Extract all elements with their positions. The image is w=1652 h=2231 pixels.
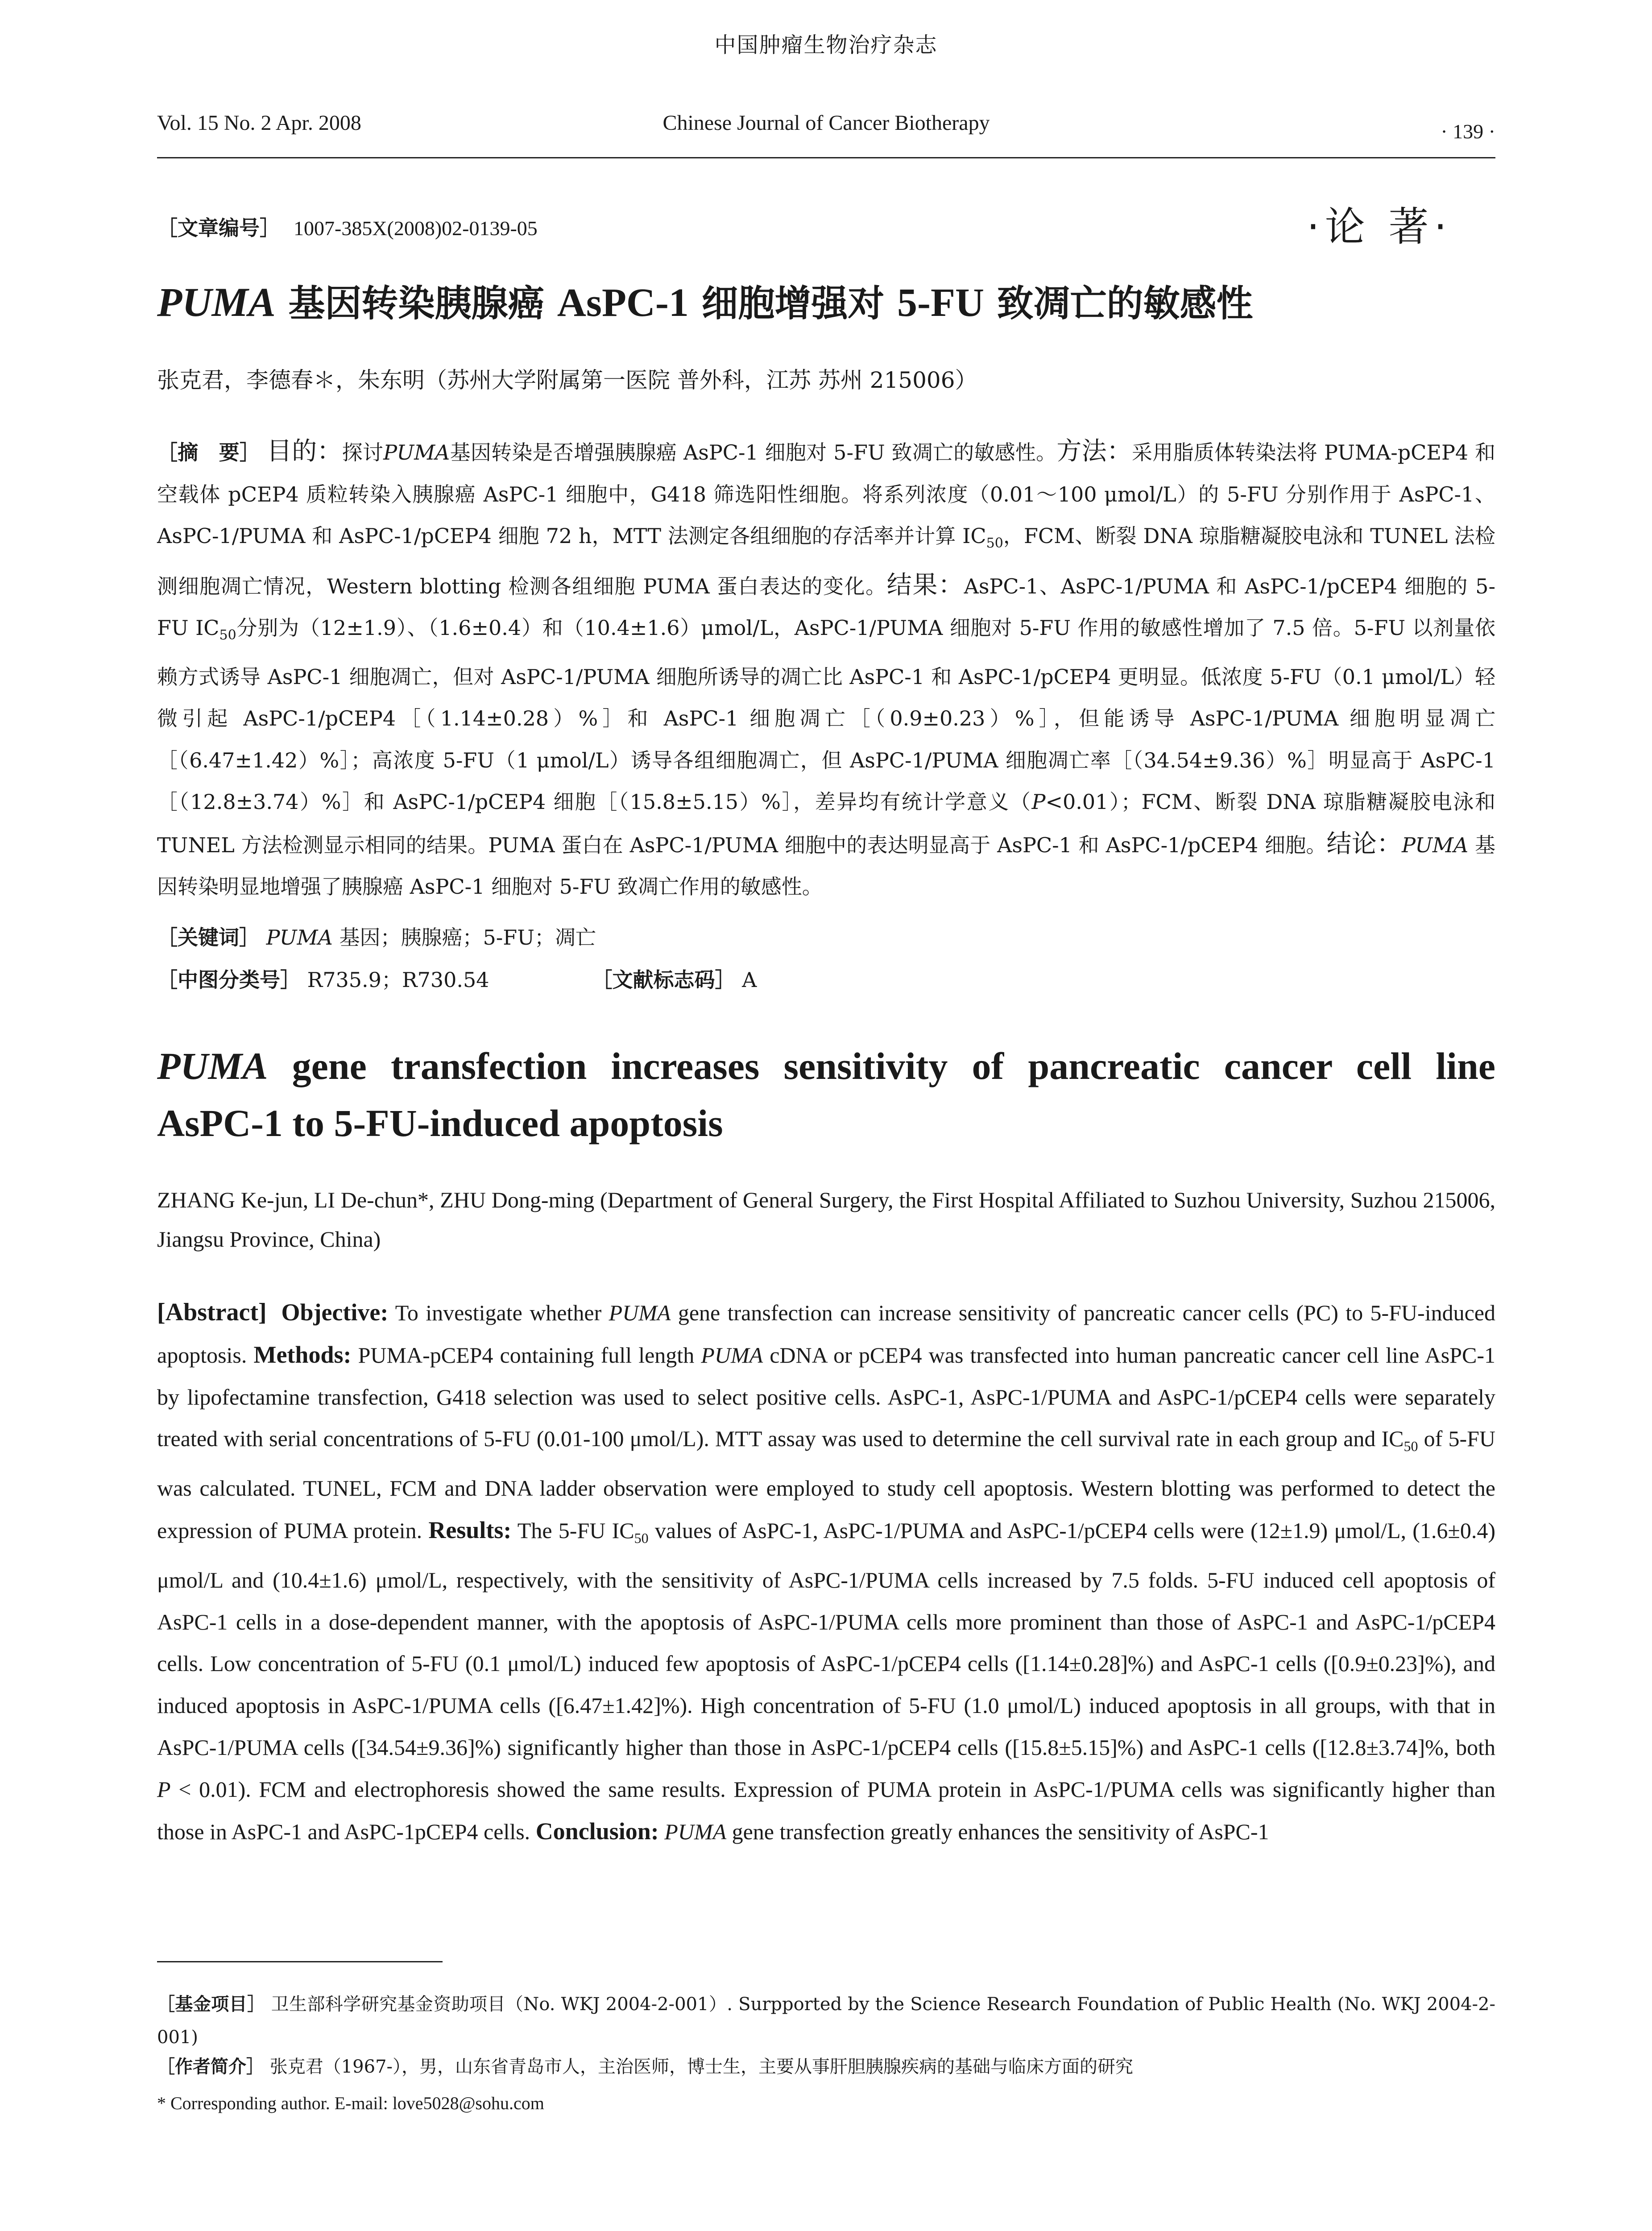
keywords-cn [157, 921, 596, 951]
abstract-en-text: gene transfection greatly enhances the sensitivity of AsPC-1 [726, 1819, 1269, 1844]
abstract-en-results-label: Results: [428, 1516, 512, 1543]
abstract-en-label: [Abstract] [157, 1298, 267, 1326]
article-number-label: ［文章编号］ [157, 216, 280, 240]
page-number: · 139 · [1441, 120, 1495, 143]
authors-en: ZHANG Ke-jun, LI De-chun*, ZHU Dong-ming (Department of General Surgery, the First Hospital Affiliated to Suzhou University, Suzhou 215006, Jiangsu Province, China) [157, 1187, 1495, 1252]
abstract-en-text: The 5-FU IC [511, 1518, 634, 1543]
abstract-cn-text: 分别为（12±1.9）、（1.6±0.4）和（10.4±1.6）μmol/L，AsPC-1/PUMA 细胞对 5-FU 作用的敏感性增加了 7.5 倍。5-FU 以剂量依赖方式诱导 AsPC-1 细胞凋亡，但对 AsPC-1/PUMA 细胞所诱导的凋亡比 AsPC-1 和 AsPC-1/pCEP4 更明显。低浓度 5-FU（0.1 μmol/L）轻微引起 AsPC-1/pCEP4［（1.14±0.28）%］和 AsPC-1 细胞凋亡［（0.9±0.23）%］，但能诱导 AsPC-1/PUMA 细胞明显凋亡［（6.47±1.42）%］；高浓度 5-FU（1 μmol/L）诱导各组细胞凋亡，但 AsPC-1/PUMA 细胞凋亡率［（34.54±9.36）%］明显高于 AsPC-1［（12.8±3.74）%］和 AsPC-1/pCEP4 细胞［（15.8±5.15）%］，差异均有统计学意义（ [157, 616, 1495, 814]
abstract-en-objective-label: Objective: [281, 1299, 389, 1326]
abstract-cn-text: 探讨 [342, 440, 384, 464]
running-header-journal-en: Chinese Journal of Cancer Biotherapy [662, 111, 990, 135]
abstract-cn-text: 基因转染明显地增强了胰腺癌 AsPC-1 细胞对 5-FU 致凋亡作用的敏感性。 [157, 833, 1496, 899]
title-cn-gene: PUMA [157, 279, 276, 325]
abstract-cn-objective-label: 目的： [267, 437, 342, 466]
abstract-cn-gene: PUMA [383, 440, 450, 464]
article-number-value: 1007-385X(2008)02-0139-05 [294, 217, 538, 240]
abstract-cn-subscript: 50 [986, 535, 1003, 552]
abstract-cn-results-label: 结果： [886, 570, 964, 600]
classification [157, 964, 757, 993]
keywords-cn-label: ［关键词］ [157, 925, 260, 950]
title-cn-part1: 基因转染胰腺癌 [275, 282, 557, 325]
funding-note [157, 1988, 1495, 2054]
abstract-en-gene: PUMA [664, 1819, 727, 1844]
abstract-en-subscript: 50 [634, 1530, 649, 1546]
title-cn-part3: 致凋亡的敏感性 [984, 282, 1253, 325]
running-header-journal-cn: 中国肿瘤生物治疗杂志 [714, 33, 938, 58]
abstract-en-gene: PUMA [609, 1300, 671, 1325]
abstract-en-p-symbol: P [157, 1776, 171, 1802]
abstract-cn-p-symbol: P [1031, 790, 1046, 814]
abstract-en-gene: PUMA [701, 1342, 763, 1368]
header-rule [157, 157, 1495, 158]
article-number [157, 212, 538, 241]
title-cn [157, 274, 1495, 327]
abstract-cn-conclusion-label: 结论： [1326, 829, 1402, 858]
volume-info: Vol. 15 No. 2 Apr. 2008 [157, 111, 361, 135]
abstract-en-text: < 0.01). FCM and electrophoresis showed the same results. Expression of PUMA protein in AsPC-1/PUMA cells was significantly higher than those in AsPC-1 and AsPC-1pCEP4 cells. [157, 1776, 1495, 1844]
abstract-en-subscript: 50 [1404, 1438, 1418, 1455]
funding-label: ［基金项目］ [157, 1994, 265, 2015]
abstract-cn-text: 基因转染是否增强胰腺癌 AsPC-1 细胞对 5-FU 致凋亡的敏感性。 [450, 440, 1057, 464]
title-cn-part2: 细胞增强对 [688, 282, 897, 325]
author-bio-text: 张克君（1967-），男，山东省青岛市人，主治医师，博士生，主要从事肝胆胰腺疾病的基础与临床方面的研究 [269, 2057, 1134, 2077]
abstract-cn-label: ［摘 要］ [157, 440, 261, 464]
abstract-cn-text: ，FCM、断裂 DNA 琼脂糖凝胶电泳和 TUNEL 法检测细胞凋亡情况，Western blotting 检测各组细胞 PUMA 蛋白表达的变化。 [157, 524, 1495, 598]
abstract-en-text: of 5-FU was calculated. TUNEL, FCM and DNA ladder observation were employed to study cell apoptosis. Western blotting was performed to detect the expression of PUMA protein. [157, 1426, 1496, 1543]
abstract-cn-text: AsPC-1、AsPC-1/PUMA 和 AsPC-1/pCEP4 细胞的 5-FU IC [157, 574, 1495, 640]
abstract-cn-methods-label: 方法： [1056, 437, 1132, 466]
title-en-line2: AsPC-1 to 5-FU-induced apoptosis [157, 1102, 723, 1145]
column-label: ·论 著· [1307, 203, 1452, 250]
keywords-cn-text: 基因；胰腺癌；5-FU；凋亡 [332, 925, 596, 950]
title-en-gene: PUMA [157, 1045, 268, 1087]
abstract-en-text: PUMA-pCEP4 containing full length [351, 1342, 701, 1368]
abstract-en-text: cDNA or pCEP4 was transfected into human pancreatic cancer cell line AsPC-1 by lipofectamine transfection, G418 selection was used to select positive cells. AsPC-1, AsPC-1/PUMA and AsPC-1/pCEP4 cells were separately treated with serial concentrations of 5-FU (0.01-100 μmol/L). MTT assay was used to determine the cell survival rate in each group and IC [157, 1342, 1495, 1451]
author-bio [157, 2053, 1133, 2078]
title-en-line1-text: gene transfection increases sensitivity of pancreatic cancer cell line [268, 1045, 1495, 1087]
classification-label: ［中图分类号］ [157, 968, 301, 992]
abstract-en-conclusion-label: Conclusion: [535, 1817, 659, 1845]
title-cn-cell: AsPC-1 [557, 281, 689, 325]
authors-cn: 张克君，李德春＊，朱东明（苏州大学附属第一医院 普外科，江苏 苏州 215006） [157, 367, 977, 393]
abstract-cn [157, 431, 1495, 908]
title-en [157, 1037, 1495, 1152]
running-header [157, 111, 1495, 142]
author-bio-label: ［作者简介］ [157, 2057, 264, 2077]
abstract-en [157, 1292, 1495, 1853]
abstract-en-text: values of AsPC-1, AsPC-1/PUMA and AsPC-1/pCEP4 cells were (12±1.9) μmol/L, (1.6±0.4) μmol/L and (10.4±1.6) μmol/L, respectively, with the sensitivity of AsPC-1/PUMA cells increased by 7.5 folds. 5-FU induced cell apoptosis of AsPC-1 cells in a dose-dependent manner, with the apoptosis of AsPC-1/PUMA cells more prominent than those of AsPC-1 and AsPC-1/pCEP4 cells. Low concentration of 5-FU (0.1 μmol/L) induced few apoptosis of AsPC-1/pCEP4 cells ([1.14±0.28]%) and AsPC-1 cells ([0.9±0.23]%), and induced apoptosis in AsPC-1/PUMA cells ([6.47±1.42]%). High concentration of 5-FU (1.0 μmol/L) induced apoptosis in all groups, with that in AsPC-1/PUMA cells ([34.54±9.36]%) significantly higher than those in AsPC-1/pCEP4 cells ([15.8±5.15]%) and AsPC-1 cells ([12.8±3.74]%, both [157, 1518, 1496, 1760]
abstract-cn-text: <0.01）；FCM、断裂 DNA 琼脂糖凝胶电泳和 TUNEL 方法检测显示相同的结果。PUMA 蛋白在 AsPC-1/PUMA 细胞中的表达明显高于 AsPC-1 和 AsPC-1/pCEP4 细胞。 [157, 790, 1496, 857]
abstract-cn-subscript: 50 [219, 627, 236, 643]
abstract-en-text: To investigate whether [388, 1300, 609, 1325]
footnote-rule [157, 1961, 443, 1962]
abstract-cn-text: 采用脂质体转染法将 PUMA-pCEP4 和空载体 pCEP4 质粒转染入胰腺癌 AsPC-1 细胞中，G418 筛选阳性细胞。将系列浓度（0.01～100 μmol/L）的 5-FU 分别作用于 AsPC-1、AsPC-1/PUMA 和 AsPC-1/pCEP4 细胞 72 h，MTT 法测定各组细胞的存活率并计算 IC [157, 440, 1496, 548]
abstract-cn-gene: PUMA [1402, 833, 1469, 857]
title-cn-drug: 5-FU [897, 281, 984, 325]
classification-value: R735.9；R730.54 [307, 968, 489, 992]
document-code-label: ［文献标志码］ [592, 968, 736, 992]
document-code-value: A [742, 968, 757, 992]
keywords-cn-gene: PUMA [266, 925, 333, 950]
corresponding-author: * Corresponding author. E-mail: love5028@sohu.com [157, 2093, 544, 2113]
abstract-en-methods-label: Methods: [253, 1341, 352, 1368]
title-en-line1 [157, 1037, 1495, 1095]
abstract-en-text: gene transfection can increase sensitivity of pancreatic cancer cells (PC) to 5-FU-induced apoptosis. [157, 1300, 1495, 1368]
funding-text: 卫生部科学研究基金资助项目（No. WKJ 2004-2-001）. Surpported by the Science Research Foundation of Public Health (No. WKJ 2004-2-001) [157, 1994, 1496, 2048]
